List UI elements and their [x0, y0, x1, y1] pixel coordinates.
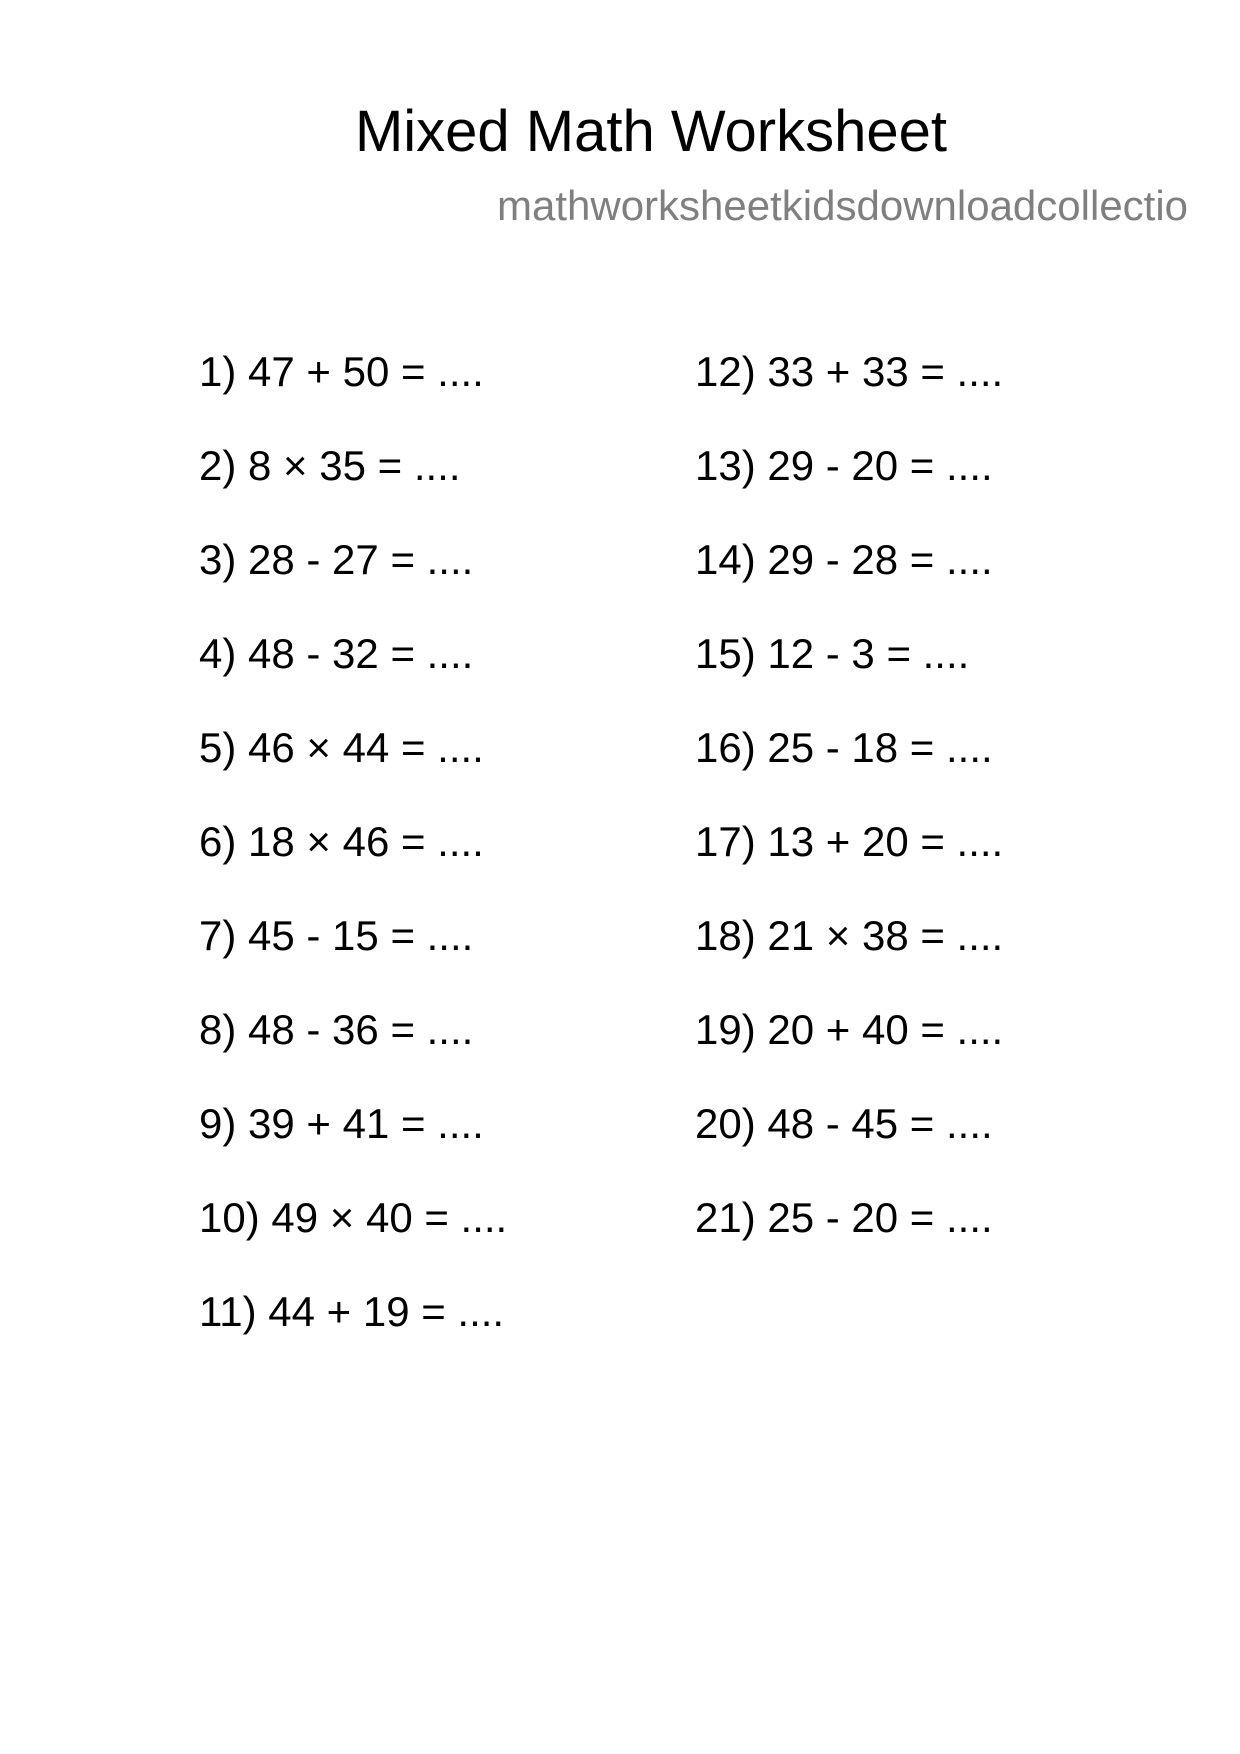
problem-4: 4) 48 - 32 = ....: [199, 630, 474, 677]
problem-20: 20) 48 - 45 = ....: [695, 1100, 993, 1147]
problem-column-right: [695, 345, 1003, 1285]
problem-grid: [199, 345, 1079, 1345]
problem-17: 17) 13 + 20 = ....: [695, 818, 1004, 865]
problem-15: 15) 12 - 3 = ....: [695, 630, 970, 677]
problem-column-left: [199, 345, 507, 1379]
problem-2: 2) 8 × 35 = ....: [199, 442, 461, 489]
problem-19: 19) 20 + 40 = ....: [695, 1006, 1004, 1053]
problem-8: 8) 48 - 36 = ....: [199, 1006, 474, 1053]
problem-3: 3) 28 - 27 = ....: [199, 536, 474, 583]
problem-10: 10) 49 × 40 = ....: [199, 1194, 508, 1241]
source-watermark: mathworksheetkidsdownloadcollectio: [497, 182, 1189, 229]
problem-6: 6) 18 × 46 = ....: [199, 818, 484, 865]
problem-11: 11) 44 + 19 = ....: [199, 1288, 505, 1335]
problem-16: 16) 25 - 18 = ....: [695, 724, 993, 771]
problem-1: 1) 47 + 50 = ....: [199, 348, 484, 395]
problem-12: 12) 33 + 33 = ....: [695, 348, 1004, 395]
problem-13: 13) 29 - 20 = ....: [695, 442, 993, 489]
problem-9: 9) 39 + 41 = ....: [199, 1100, 484, 1147]
problem-7: 7) 45 - 15 = ....: [199, 912, 474, 959]
problem-14: 14) 29 - 28 = ....: [695, 536, 993, 583]
worksheet-title: Mixed Math Worksheet: [354, 99, 948, 164]
problem-18: 18) 21 × 38 = ....: [695, 912, 1004, 959]
problem-5: 5) 46 × 44 = ....: [199, 724, 484, 771]
problem-21: 21) 25 - 20 = ....: [695, 1194, 993, 1241]
